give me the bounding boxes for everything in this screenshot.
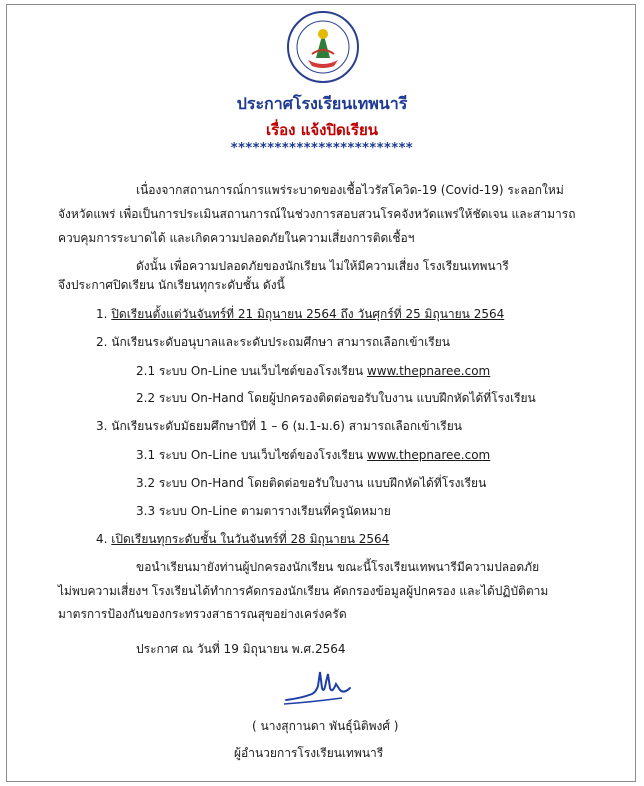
announce-date: ประกาศ ณ วันที่ 19 มิถุนายน พ.ศ.2564 xyxy=(136,642,346,656)
item-4 xyxy=(96,531,389,547)
signer-name: ( นางสุกานดา พันธุ์นิติพงศ์ ) xyxy=(252,719,399,733)
item-4-number: 4. xyxy=(96,532,108,546)
intro-line-2: จังหวัดแพร่ เพื่อเป็นการประเมินสถานการณ์ในช่วงการสอบสวนโรคจังหวัดแพร่ให้ชัดเจน และสามารถ xyxy=(58,207,576,221)
item-4-text: เปิดเรียนทุกระดับชั้น ในวันจันทร์ที่ 28 มิถุนายน 2564 xyxy=(111,532,390,546)
item-3-1 xyxy=(136,447,490,463)
website-link[interactable]: www.thepnaree.com xyxy=(366,448,491,462)
closing-line-2: ไม่พบความเสี่ยงฯ โรงเรียนได้ทำการคัดกรองนักเรียน คัดกรองข้อมูลผู้ปกครอง และได้ปฏิบัติตาม xyxy=(58,584,549,598)
website-link[interactable]: www.thepnaree.com xyxy=(366,364,491,378)
item-2-1-text: 2.1 ระบบ On-Line บนเว็บไซต์ของโรงเรียน xyxy=(136,364,364,378)
para2-line-2: จึงประกาศปิดเรียน นักเรียนทุกระดับชั้น ดังนี้ xyxy=(58,278,285,292)
intro-line-1: เนื่องจากสถานการณ์การแพร่ระบาดของเชื้อไวรัสโควิด-19 (Covid-19) ระลอกใหม่ xyxy=(136,183,564,197)
item-3: 3. นักเรียนระดับมัธยมศึกษาปีที่ 1 – 6 (ม.1-ม.6) สามารถเลือกเข้าเรียน xyxy=(96,419,462,433)
school-seal-logo xyxy=(286,10,360,84)
signer-title: ผู้อำนวยการโรงเรียนเทพนารี xyxy=(234,746,384,760)
announcement-subject: เรื่อง แจ้งปิดเรียน xyxy=(265,121,378,139)
divider-stars: ************************* xyxy=(230,141,414,156)
item-3-1-text: 3.1 ระบบ On-Line บนเว็บไซต์ของโรงเรียน xyxy=(136,448,364,462)
item-1-text: ปิดเรียนตั้งแต่วันจันทร์ที่ 21 มิถุนายน 2564 ถึง วันศุกร์ที่ 25 มิถุนายน 2564 xyxy=(111,307,505,321)
item-3-2: 3.2 ระบบ On-Hand โดยติดต่อขอรับใบงาน แบบฝึกหัดได้ที่โรงเรียน xyxy=(136,476,487,490)
closing-line-3: มาตรการป้องกันของกระทรวงสาธารณสุขอย่างเคร่งครัด xyxy=(58,607,347,621)
item-3-3: 3.3 ระบบ On-Line ตามตารางเรียนที่ครูนัดหมาย xyxy=(136,504,391,518)
signature-image xyxy=(282,664,354,708)
item-1-number: 1. xyxy=(96,307,108,321)
intro-line-3: ควบคุมการระบาดได้ และเกิดความปลอดภัยในความเสี่ยงการติดเชื้อฯ xyxy=(58,231,415,245)
item-2-2: 2.2 ระบบ On-Hand โดยผู้ปกครองติดต่อขอรับใบงาน แบบฝึกหัดได้ที่โรงเรียน xyxy=(136,391,536,405)
item-2: 2. นักเรียนระดับอนุบาลและระดับประถมศึกษา สามารถเลือกเข้าเรียน xyxy=(96,335,450,349)
para2-line-1: ดังนั้น เพื่อความปลอดภัยของนักเรียน ไม่ให้มีความเสี่ยง โรงเรียนเทพนารี xyxy=(136,259,509,273)
closing-line-1: ขอนำเรียนมายังท่านผู้ปกครองนักเรียน ขณะนี้โรงเรียนเทพนารีมีความปลอดภัย xyxy=(136,560,540,574)
item-2-1 xyxy=(136,363,490,379)
announcement-title: ประกาศโรงเรียนเทพนารี xyxy=(236,94,408,113)
item-1 xyxy=(96,306,504,322)
